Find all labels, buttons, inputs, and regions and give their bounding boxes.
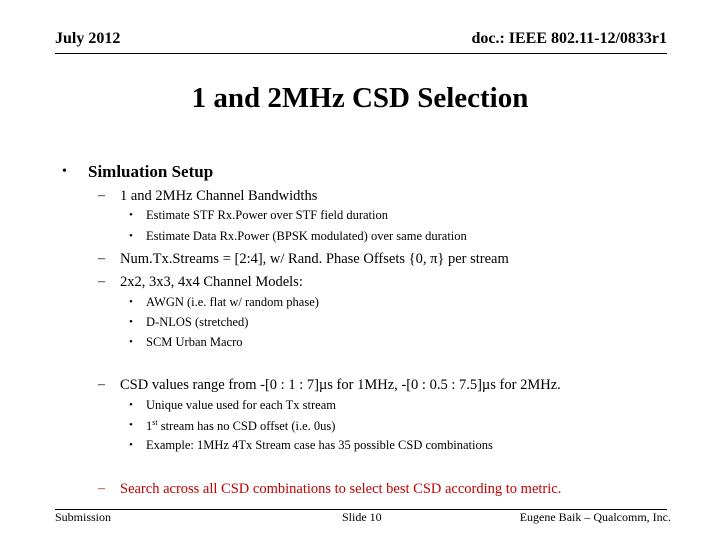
csd-first-num: 1 — [146, 419, 153, 434]
small-bullet-icon: • — [129, 296, 133, 308]
setup-heading: Simluation Setup — [88, 162, 214, 181]
small-bullet-icon: • — [129, 209, 133, 221]
csd-unique: Unique value used for each Tx stream — [146, 398, 336, 412]
small-bullet-icon: • — [129, 316, 133, 328]
dash-icon: – — [98, 251, 105, 266]
item-streams: Num.Tx.Streams = [2:4], w/ Rand. Phase Offsets {0, π} per stream — [120, 251, 509, 267]
slide-title: 1 and 2MHz CSD Selection — [191, 82, 529, 114]
model-dnlos: D-NLOS (stretched) — [146, 315, 249, 329]
csd-example: Example: 1MHz 4Tx Stream case has 35 possible CSD combinations — [146, 438, 493, 452]
item-models: 2x2, 3x3, 4x4 Channel Models: — [120, 274, 303, 290]
model-scm: SCM Urban Macro — [146, 335, 243, 349]
footer-slide-number: Slide 10 — [342, 510, 382, 524]
csd-first-sup: st — [152, 418, 158, 427]
bullet-icon: • — [62, 164, 67, 179]
small-bullet-icon: • — [129, 399, 133, 411]
sub-data: Estimate Data Rx.Power (BPSK modulated) over same duration — [146, 229, 467, 243]
dash-icon: – — [98, 188, 105, 203]
small-bullet-icon: • — [129, 419, 133, 431]
sub-stf: Estimate STF Rx.Power over STF field duration — [146, 208, 388, 222]
item-bandwidths: 1 and 2MHz Channel Bandwidths — [120, 188, 318, 204]
footer-author: Eugene Baik – Qualcomm, Inc. — [519, 510, 671, 524]
model-awgn: AWGN (i.e. flat w/ random phase) — [146, 295, 319, 309]
dash-icon: – — [98, 377, 105, 392]
item-csd: CSD values range from -[0 : 1 : 7]µs for 1MHz, -[0 : 0.5 : 7.5]µs for 2MHz. — [120, 377, 561, 393]
footer-left: Submission — [55, 510, 112, 524]
small-bullet-icon: • — [129, 230, 133, 242]
item-search: Search across all CSD combinations to select best CSD according to metric. — [120, 481, 562, 497]
header-divider — [55, 53, 667, 54]
csd-first-rest: stream has no CSD offset (i.e. 0us) — [157, 419, 336, 434]
header-doc-id: doc.: IEEE 802.11-12/0833r1 — [471, 30, 667, 47]
dash-icon: – — [98, 481, 105, 496]
csd-first-stream — [146, 418, 335, 434]
dash-icon: – — [98, 274, 105, 289]
header-date: July 2012 — [55, 30, 121, 47]
small-bullet-icon: • — [129, 439, 133, 451]
small-bullet-icon: • — [129, 336, 133, 348]
